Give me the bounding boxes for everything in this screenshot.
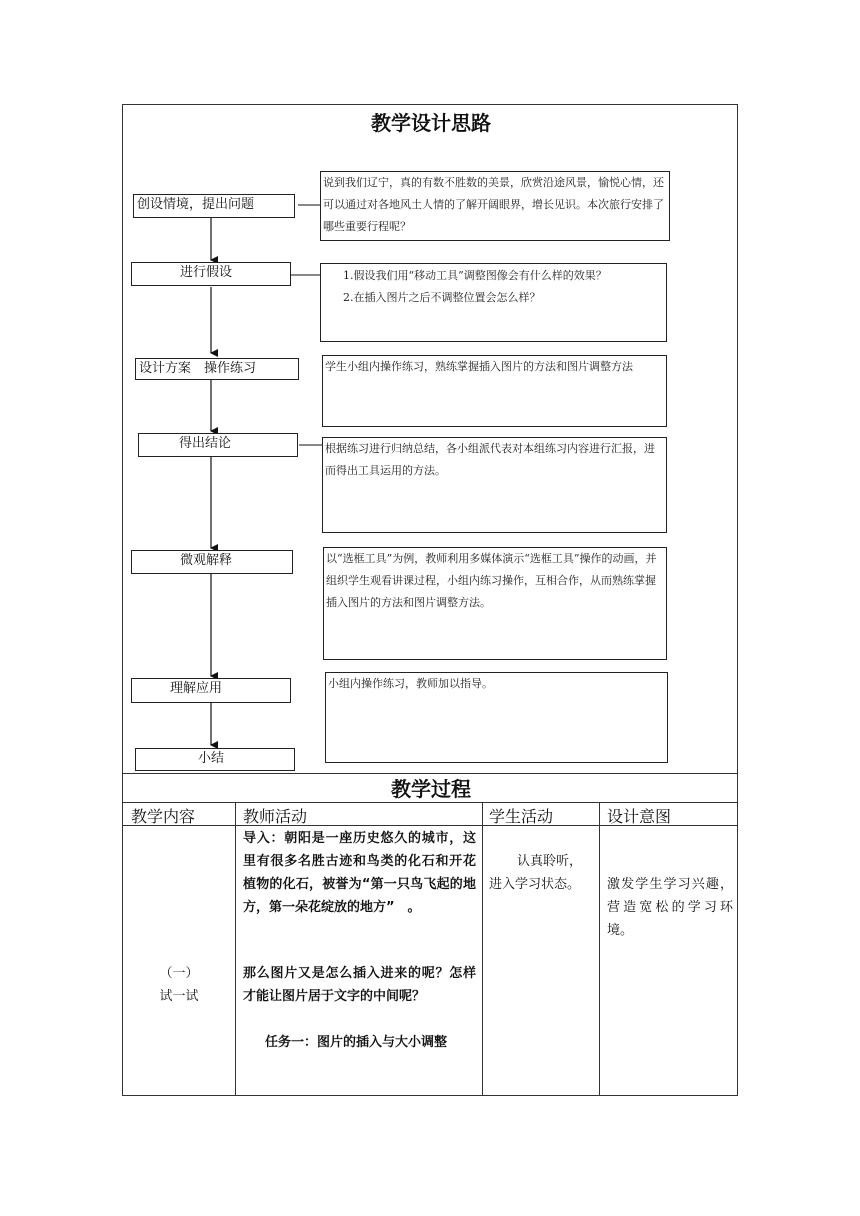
row-teacher-question: 那么图片又是怎么插入进来的呢？怎样才能让图片居于文字的中间呢？ (243, 966, 476, 1004)
row-teacher-intro: 导入：朝阳是一座历史悠久的城市，这里有很多名胜古迹和鸟类的化石和开花植物的化石，被誉为“第一只鸟飞起的地方，第一朵花绽放的地方” 。 (243, 831, 476, 915)
col-line-2 (482, 802, 483, 1096)
header-content: 教学内容 (131, 807, 196, 826)
step-create-situation-desc: 说到我们辽宁，真的有数不胜数的美景，欣赏沿途风景，愉悦心情，还可以通过对各地风土人情的了解开阔眼界，增长见识。本次旅行安排了哪些重要行程呢？ (320, 171, 670, 241)
hypothesis-line-1: 1.假设我们用“移动工具”调整图像会有什么样的效果？ (343, 269, 607, 282)
step-summary: 小结 (135, 748, 295, 771)
lesson-plan-table (122, 104, 738, 1096)
row-content-title: 试一试 (159, 989, 199, 1004)
step-hypothesis: 进行假设 (131, 262, 291, 286)
process-title-divider (123, 802, 737, 803)
col-line-1 (235, 802, 236, 1096)
step-hypothesis-desc (320, 263, 667, 342)
step-conclusion: 得出结论 (138, 433, 298, 457)
design-title: 教学设计思路 (371, 111, 491, 135)
header-teacher: 教师活动 (243, 807, 308, 826)
step-micro-explain: 微观解释 (131, 550, 293, 574)
hypothesis-line-2: 2.在插入图片之后不调整位置会怎么样？ (343, 291, 541, 304)
step-conclusion-desc: 根据练习进行归纳总结，各小组派代表对本组练习内容进行汇报，进而得出工具运用的方法。 (322, 437, 667, 533)
step-micro-explain-desc: 以“选框工具”为例，教师利用多媒体演示“选框工具”操作的动画，并组织学生观看讲课过程，小组内练习操作，互相合作，从而熟练掌握插入图片的方法和图片调整方法。 (323, 547, 667, 660)
row-teacher-task: 任务一：图片的插入与大小调整 (265, 1035, 448, 1050)
col-line-3 (599, 802, 600, 1096)
step-design-practice: 设计方案 操作练习 (135, 358, 299, 380)
row-content (123, 962, 235, 1008)
header-intent: 设计意图 (607, 807, 672, 826)
step-create-situation: 创设情境，提出问题 (133, 194, 295, 218)
header-student: 学生活动 (489, 807, 554, 826)
row-intent: 激发学生学习兴趣，营造宽松的学习环境。 (607, 877, 733, 938)
process-title: 教学过程 (391, 777, 471, 801)
step-design-practice-desc: 学生小组内操作练习，熟练掌握插入图片的方法和图片调整方法 (322, 355, 667, 427)
section-divider (123, 773, 737, 774)
step-apply-desc: 小组内操作练习，教师加以指导。 (325, 672, 668, 763)
row-student: 认真聆听，进入学习状态。 (489, 854, 583, 892)
step-apply: 理解应用 (131, 678, 291, 703)
row-content-number: （一） (159, 966, 199, 981)
